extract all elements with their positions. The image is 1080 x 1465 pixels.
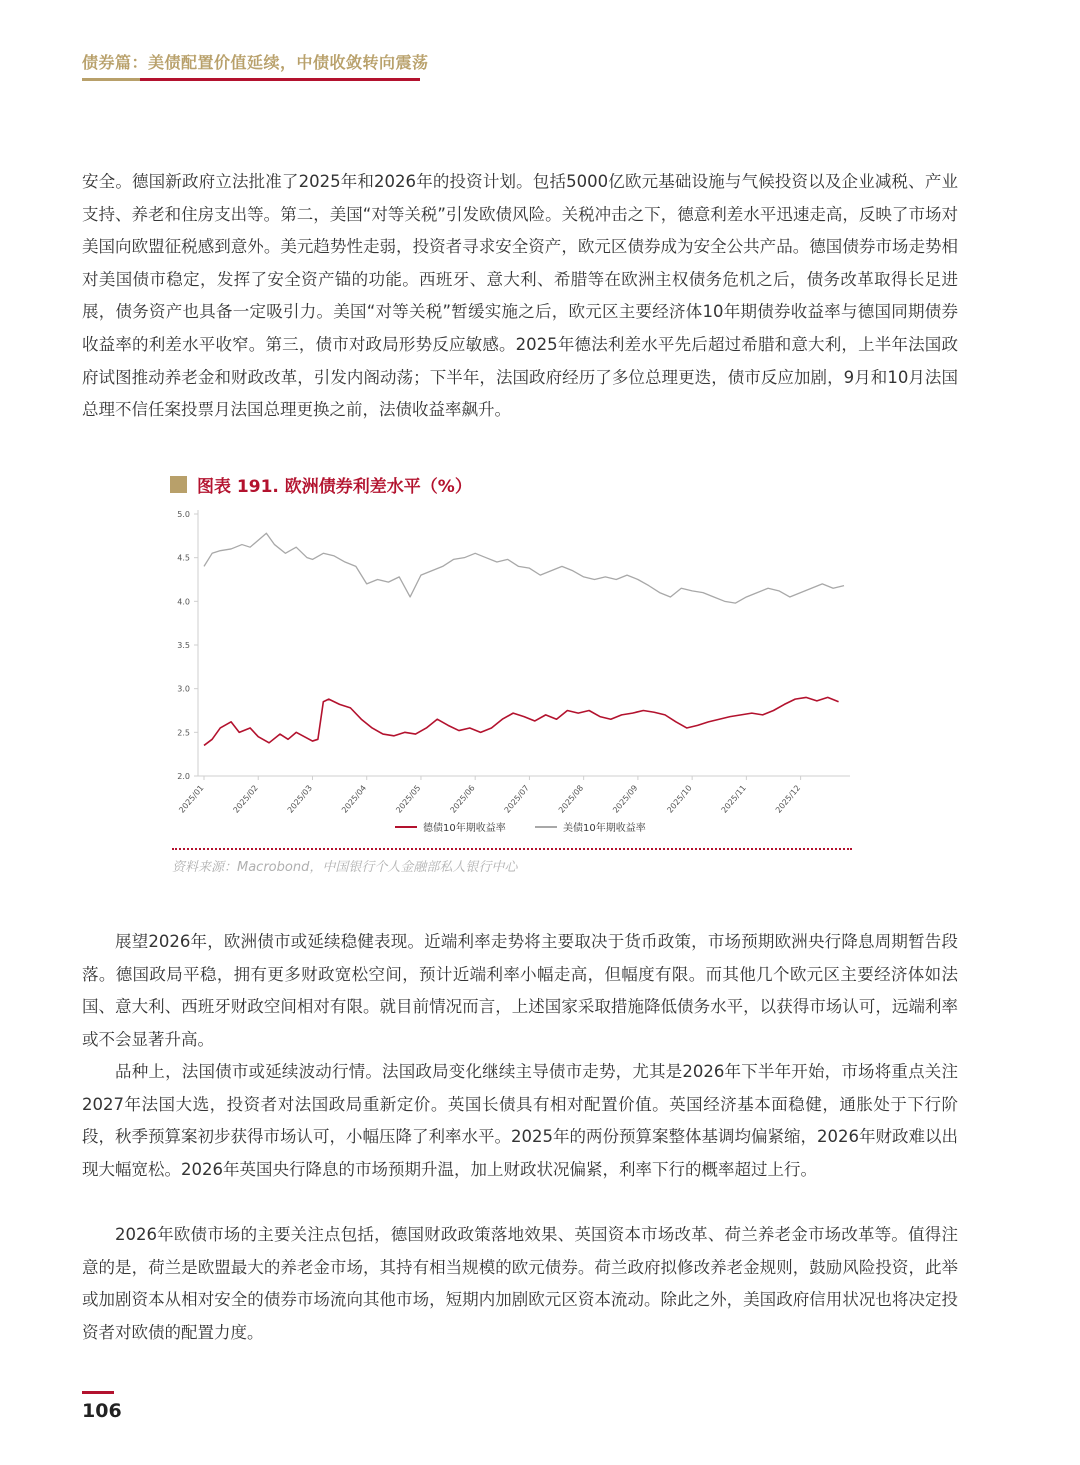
line-chart	[150, 500, 870, 845]
body-paragraph-1: 安全。德国新政府立法批准了2025年和2026年的投资计划。包括5000亿欧元基础设施与气候投资以及企业减税、产业支持、养老和住房支出等。第二，美国“对等关税”引发欧债风险。关税冲击之下，德意利差水平迅速走高，反映了市场对美国向欧盟征税感到意外。美元趋势性走弱，投资者寻求安全资产，欧元区债券成为安全公共产品。德国债券市场走势相对美国债市稳定，发挥了安全资产锚的功能。西班牙、意大利、希腊等在欧洲主权债务危机之后，债务改革取得长足进展，债务资产也具备一定吸引力。美国“对等关税”暂缓实施之后，欧元区主要经济体10年期债券收益率与德国同期债券收益率的利差水平收窄。第三，债市对政局形势反应敏感。2025年德法利差水平先后超过希腊和意大利，上半年法国政府试图推动养老金和财政改革，引发内阁动荡；下半年，法国政府经历了多位总理更迭，债市反应加剧，9月和10月法国总理不信任案投票月法国总理更换之前，法债收益率飙升。	[82, 172, 958, 420]
x-tick-label: 2025/05	[394, 783, 423, 815]
x-tick-label: 2025/12	[773, 783, 803, 815]
footer-rule	[82, 1391, 114, 1394]
chart-source: 资料来源：Macrobond，中国银行个人金融部私人银行中心	[172, 860, 518, 875]
body-paragraph-3: 品种上，法国债市或延续波动行情。法国政局变化继续主导债市走势，尤其是2026年下半年开始，市场将重点关注2027年法国大选，投资者对法国政局重新定价。英国长债具有相对配置价值。英国经济基本面稳健，通胀处于下行阶段，秋季预算案初步获得市场认可，小幅压降了利率水平。2025年的两份预算案整体基调均偏紧缩，2026年财政难以出现大幅宽松。2026年英国央行降息的市场预期升温，加上财政状况偏紧，利率下行的概率超过上行。	[82, 1062, 958, 1179]
legend-label-bund: 德债10年期收益率	[423, 823, 506, 834]
x-tick-label: 2025/04	[339, 783, 369, 815]
chart-title-marker-icon	[170, 476, 187, 493]
chart-title-block	[170, 472, 472, 497]
running-header-title: 债券篇：美债配置价值延续，中债收敛转向震荡	[82, 53, 429, 72]
x-tick-label: 2025/07	[502, 783, 531, 815]
chart-title: 图表 191. 欧洲债券利差水平（%）	[197, 477, 472, 497]
body-paragraph-4: 2026年欧债市场的主要关注点包括，德国财政政策落地效果、英国资本市场改革、荷兰养老金市场改革等。值得注意的是，荷兰是欧盟最大的养老金市场，其持有相当规模的欧元债券。荷兰政府拟修改养老金规则，鼓励风险投资，此举或加剧资本从相对安全的债券市场流向其他市场，短期内加剧欧元区资本流动。除此之外，美国政府信用状况也将决定投资者对欧债的配置力度。	[82, 1225, 958, 1342]
x-tick-label: 2025/06	[448, 783, 477, 815]
y-tick-label: 4.5	[177, 553, 190, 563]
x-tick-label: 2025/02	[231, 783, 260, 815]
y-tick-label: 5.0	[177, 510, 190, 519]
body-paragraph-2: 展望2026年，欧洲债市或延续稳健表现。近端利率走势将主要取决于货币政策，市场预期欧洲央行降息周期暂告段落。德国政局平稳，拥有更多财政宽松空间，预计近端利率小幅走高，但幅度有限。而其他几个欧元区主要经济体如法国、意大利、西班牙财政空间相对有限。就目前情况而言，上述国家采取措施降低债务水平，以获得市场认可，远端利率或不会显著升高。	[82, 932, 958, 1049]
y-tick-label: 2.5	[177, 728, 190, 738]
x-tick-label: 2025/10	[665, 783, 694, 815]
x-tick-label: 2025/01	[177, 783, 206, 815]
header-rule-accent	[82, 78, 140, 81]
page-number: 106	[82, 1400, 122, 1422]
y-tick-label: 4.0	[177, 597, 190, 607]
y-tick-label: 3.5	[177, 641, 190, 650]
x-tick-label: 2025/08	[556, 783, 586, 815]
x-tick-label: 2025/03	[285, 783, 315, 815]
y-tick-label: 3.0	[177, 684, 190, 694]
series-line-bund	[204, 697, 839, 745]
y-tick-label: 2.0	[177, 772, 190, 781]
header-rule	[140, 78, 420, 81]
source-divider	[172, 848, 852, 850]
series-line-treasury	[204, 533, 844, 603]
legend-label-treasury: 美债10年期收益率	[563, 823, 646, 834]
x-tick-label: 2025/09	[611, 783, 640, 815]
x-tick-label: 2025/11	[719, 783, 748, 815]
